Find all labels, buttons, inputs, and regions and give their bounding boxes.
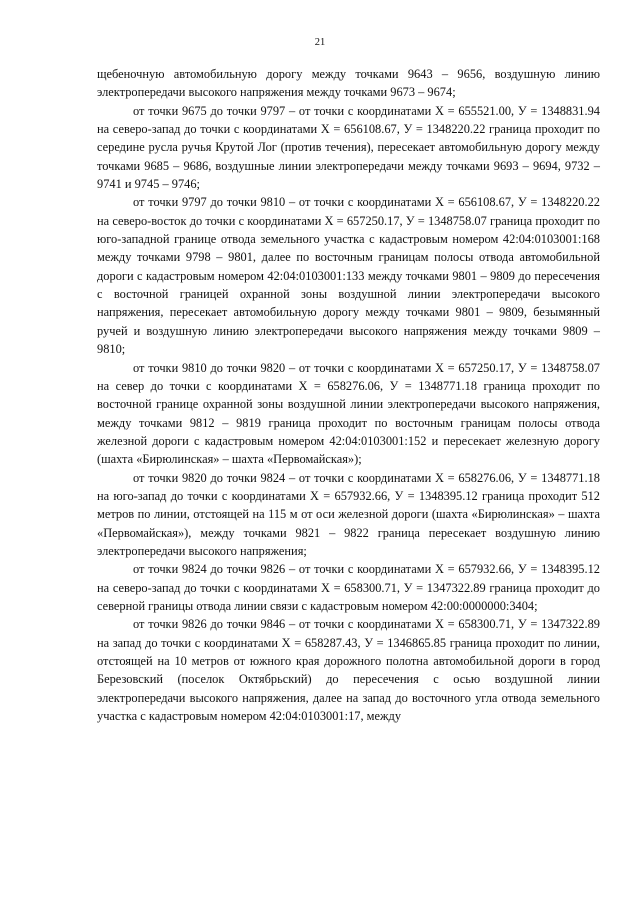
paragraph-segment-9675-9797: от точки 9675 до точки 9797 – от точки с координатами Х = 655521.00, У = 1348831.94 на северо-запад до точки с координатами Х = 656108.67, У = 1348220.22 граница проходит по середине русла ручья Крутой Лог (против течения), пересекает автомобильную дорогу между точками 9685 – 9686, воздушные линии электропередачи между точками 9693 – 9694, 9732 – 9741 и 9745 – 9746; [97,103,600,192]
paragraph-segment-9810-9820: от точки 9810 до точки 9820 – от точки с координатами Х = 657250.17, У = 1348758.07 на север до точки с координатами Х = 658276.06, У = 1348771.18 граница проходит по восточной границе охранной зоны воздушной линии электропередачи высокого напряжения, между точками 9812 – 9819 граница проходит по восточным границам полосы отвода железной дороги с кадастровым номером 42:04:0103001:152 и пересекает железную дорогу (шахта «Бирюлинская» – шахта «Первомайская»); [97,360,600,467]
paragraph-continuation: щебеночную автомобильную дорогу между точками 9643 – 9656, воздушную линию электропередачи высокого напряжения между точками 9673 – 9674; [97,67,600,100]
paragraph-segment-9824-9826: от точки 9824 до точки 9826 – от точки с координатами Х = 657932.66, У = 1348395.12 на северо-запад до точки с координатами Х = 658300.71, У = 1347322.89 граница проходит до северной границы отвода линии связи с кадастровым номером 42:00:0000000:3404; [97,562,600,613]
paragraph-segment-9820-9824: от точки 9820 до точки 9824 – от точки с координатами Х = 658276.06, У = 1348771.18 на юго-запад до точки с координатами Х = 657932.66, У = 1348395.12 граница проходит 512 метров по линии, отстоящей на 115 м от оси железной дороги (шахта «Бирюлинская» – шахта «Первомайская»), между точками 9821 – 9822 граница пересекает воздушную линию электропередачи высокого напряжения; [97,470,600,558]
paragraph-segment-9826-9846: от точки 9826 до точки 9846 – от точки с координатами Х = 658300.71, У = 1347322.89 на запад до точки с координатами Х = 658287.43, У = 1346865.85 граница проходит по линии, отстоящей на 10 метров от южного края дорожного полотна автомобильной дороги в город Березовский (поселок Октябрьский) до пересечения с осью воздушной линии электропередачи высокого напряжения, далее на запад до восточного угла отвода земельного участка с кадастровым номером 42:04:0103001:17, между [97,617,600,724]
paragraph-segment-9797-9810: от точки 9797 до точки 9810 – от точки с координатами Х = 656108.67, У = 1348220.22 на северо-восток до точки с координатами Х = 657250.17, У = 1348758.07 граница проходит по юго-западной границе отвода земельного участка с кадастровым номером 42:04:0103001:168 между точками 9798 – 9801, далее по восточным границам полосы отвода автомобильной дороги с кадастровым номером 42:04:0103001:133 между точками 9801 – 9809 до пересечения с восточной границей охранной зоны воздушной линии электропередачи высокого напряжения, пересекает автомобильную дорогу между точками 9801 – 9809, безымянный ручей и воздушную линию электропередачи высокого напряжения между точками 9809 – 9810; [97,195,600,357]
page-number: 21 [314,37,326,48]
document-body [97,65,600,725]
